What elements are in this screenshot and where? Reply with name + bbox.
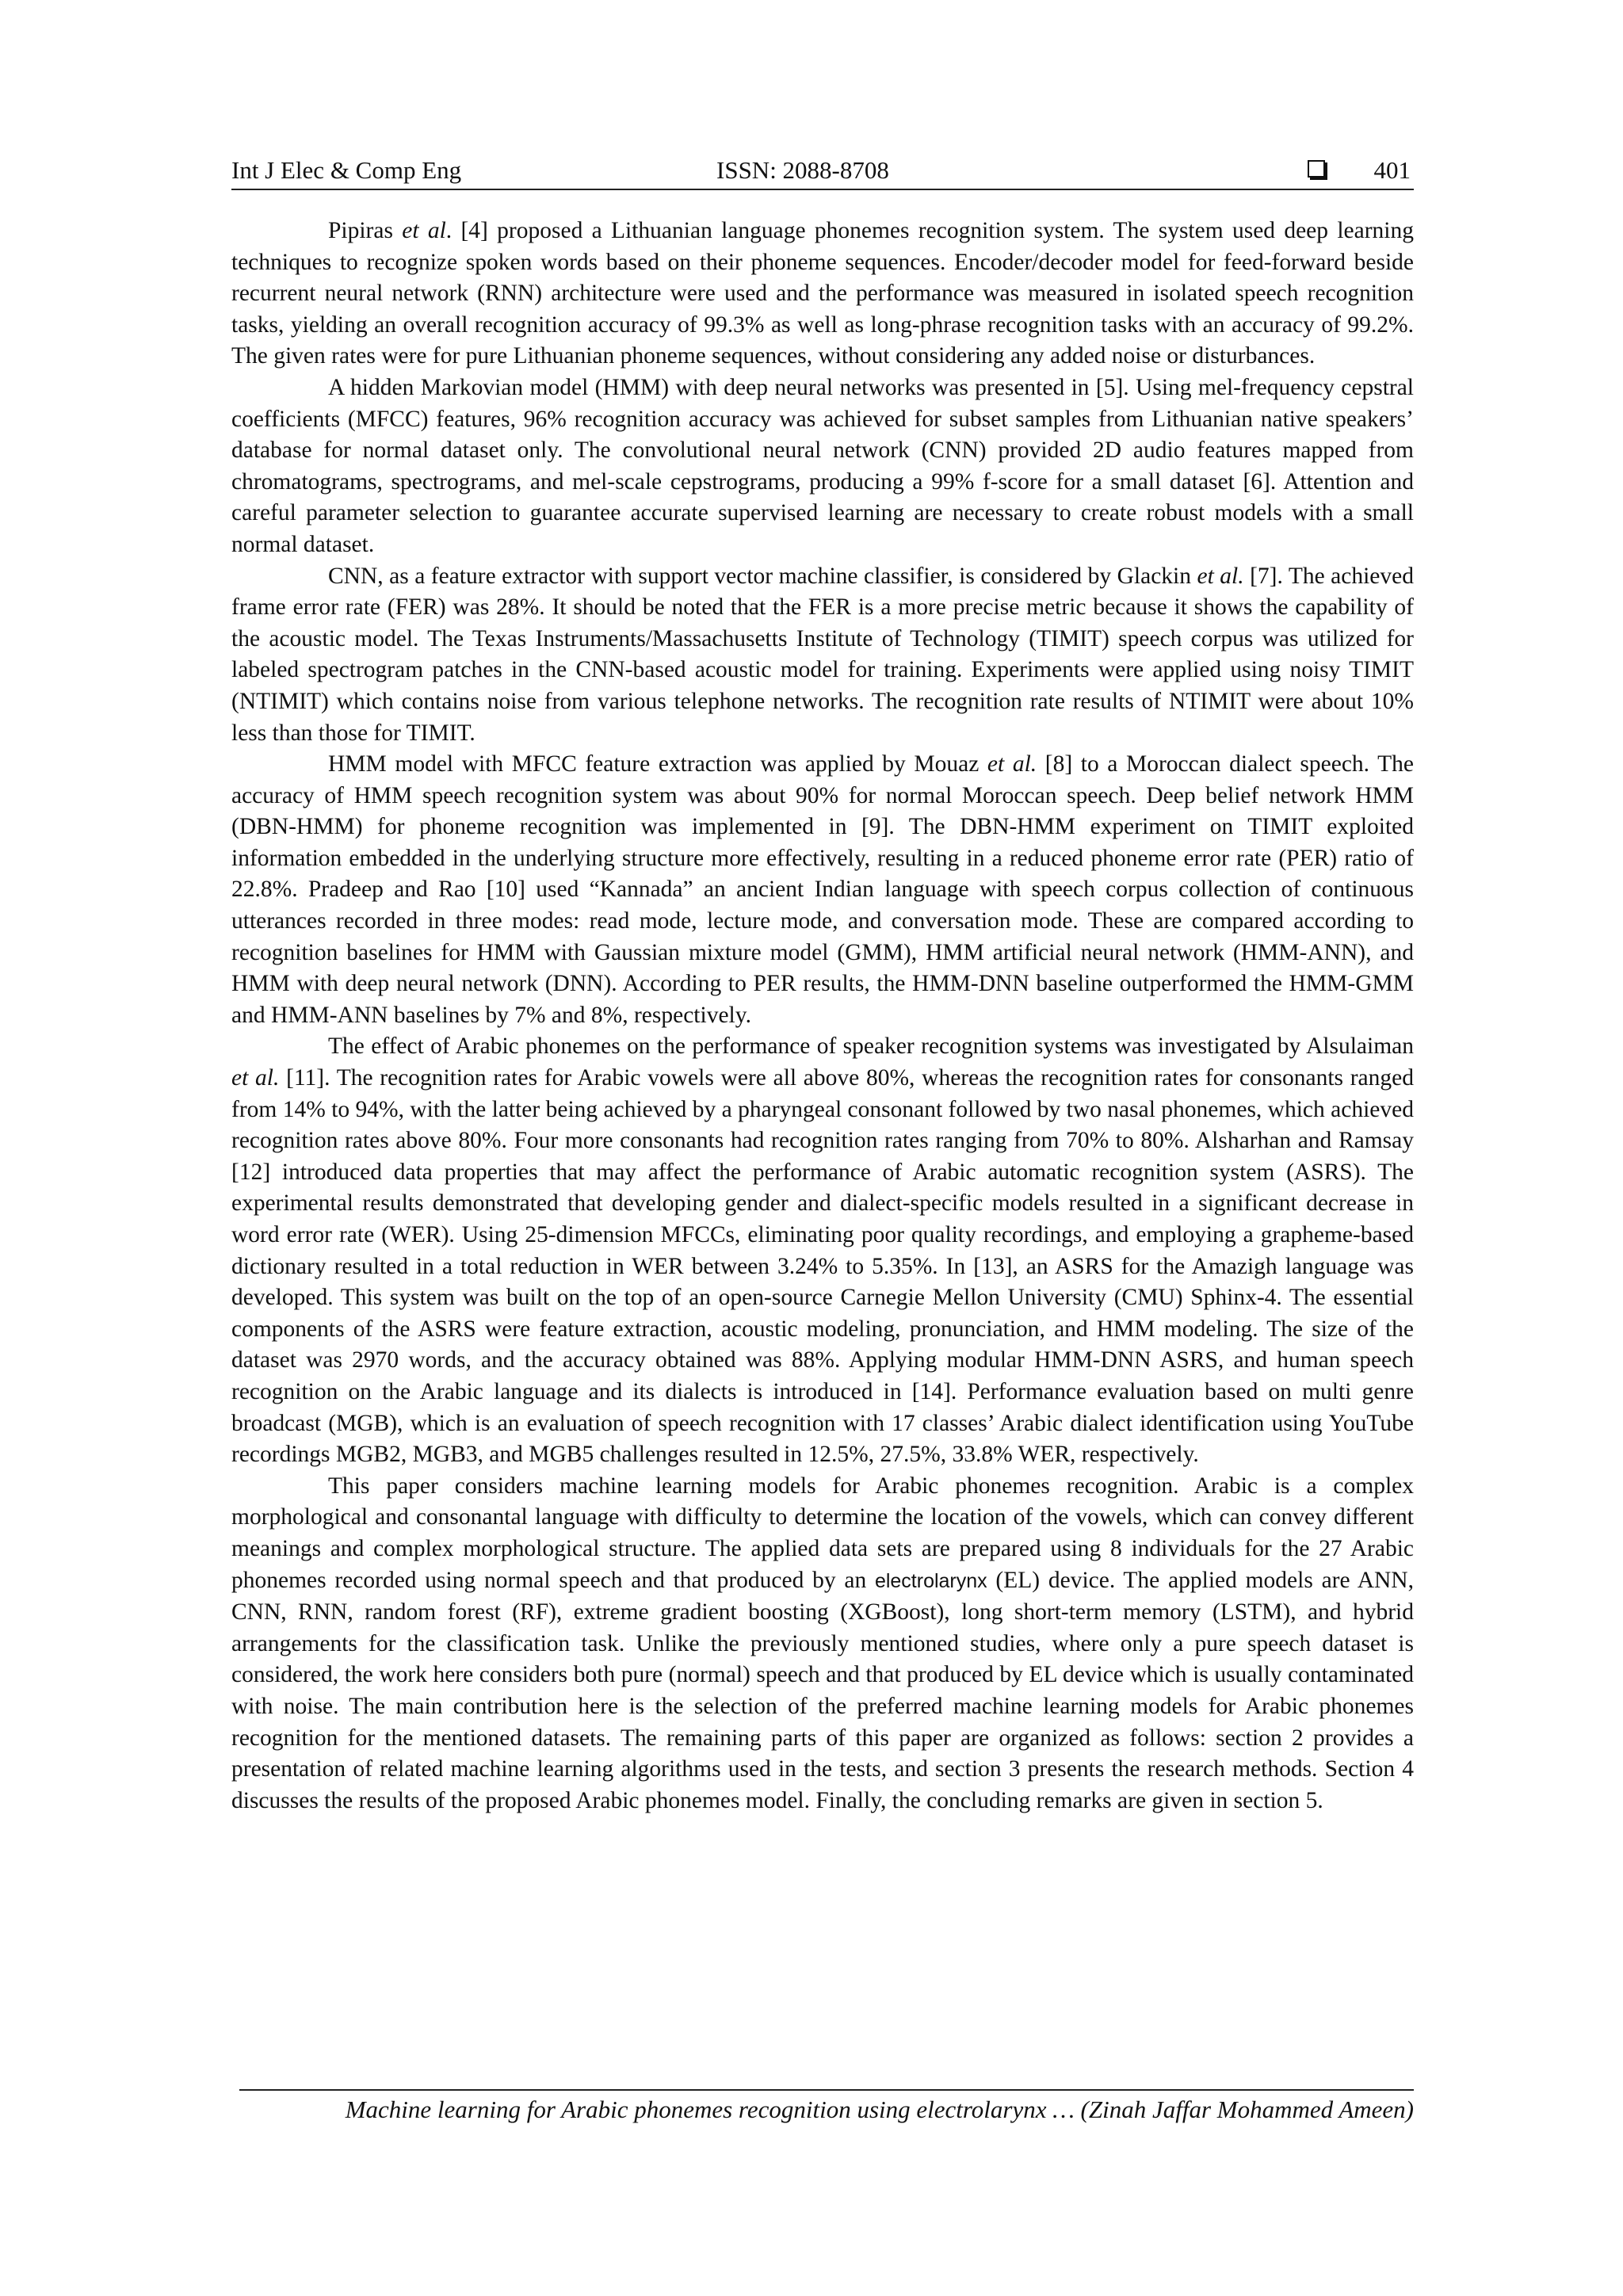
- paragraph-5: [231, 1031, 1414, 1470]
- paragraph-3-italic: et al.: [1197, 563, 1244, 589]
- paragraph-6-electrolarynx: electrolarynx: [874, 1569, 987, 1592]
- paragraph-1-italic: et al: [402, 218, 446, 243]
- paragraph-6-text-b: (EL) device. The applied models are ANN, CNN, RNN, random forest (RF), extreme gradient boosting (XGBoost), long short-term memory (LSTM), and hybrid arrangements for the classification task. Unlike the previously mentioned studies, where only a pure speech dataset is considered, the work here considers both pure (normal) speech and that produced by EL device which is usually contaminated with noise. The main contribution here is the selection of the preferred machine learning models for Arabic phonemes recognition for the mentioned datasets. The remaining parts of this paper are organized as follows: section 2 provides a presentation of related machine learning algorithms used in the tests, and section 3 presents the research methods. Section 4 discusses the results of the proposed Arabic phonemes model. Finally, the concluding remarks are given in section 5.: [231, 1567, 1414, 1813]
- paragraph-3: [231, 561, 1414, 750]
- square-box-icon: [1308, 160, 1325, 178]
- journal-name: Int J Elec & Comp Eng: [231, 156, 462, 184]
- paragraph-2: A hidden Markovian model (HMM) with deep neural networks was presented in [5]. Using mel-frequency cepstral coefficients (MFCC) features, 96% recognition accuracy was achieved for subset samples from Lithuanian native speakers’ database for normal dataset only. The convolutional neural network (CNN) provided 2D audio features mapped from chromatograms, spectrograms, and mel-scale cepstrograms, producing a 99% f-score for a small dataset [6]. Attention and careful parameter selection to guarantee accurate supervised learning are necessary to create robust models with a small normal dataset.: [231, 374, 1414, 557]
- page-number: 401: [1373, 156, 1411, 184]
- paragraph-3-text-a: CNN, as a feature extractor with support vector machine classifier, is considered by Glackin: [328, 563, 1197, 589]
- paragraph-5-text-b: [11]. The recognition rates for Arabic vowels were all above 80%, whereas the recognition rates for consonants ranged from 14% to 94%, with the latter being achieved by a pharyngeal consonant followed by two nasal phonemes, which achieved recognition rates above 80%. Four more consonants had recognition rates ranging from 70% to 80%. Alsharhan and Ramsay [12] introduced data properties that may affect the performance of Arabic automatic recognition system (ASRS). The experimental results demonstrated that developing gender and dialect-specific models resulted in a significant decrease in word error rate (WER). Using 25-dimension MFCCs, eliminating poor quality recordings, and employing a grapheme-based dictionary resulted in a total reduction in WER between 3.24% to 5.35%. In [13], an ASRS for the Amazigh language was developed. This system was built on the top of an open-source Carnegie Mellon University (CMU) Sphinx-4. The essential components of the ASRS were feature extraction, acoustic modeling, pronunciation, and HMM modeling. The size of the dataset was 2970 words, and the accuracy obtained was 88%. Applying modular HMM-DNN ASRS, and human speech recognition on the Arabic language and its dialects is introduced in [14]. Performance evaluation based on multi genre broadcast (MGB), which is an evaluation of speech recognition with 17 classes’ Arabic dialect identification using YouTube recordings MGB2, MGB3, and MGB5 challenges resulted in 12.5%, 27.5%, 33.8% WER, respectively.: [231, 1065, 1414, 1468]
- page-header: [231, 152, 1414, 190]
- paragraph-4-text-a: HMM model with MFCC feature extraction was applied by Mouaz: [328, 751, 987, 777]
- running-footer: Machine learning for Arabic phonemes recognition using electrolarynx … (Zinah Jaffar Mohammed Ameen): [239, 2089, 1414, 2124]
- paragraph-1-text-b: . [4] proposed a Lithuanian language phonemes recognition system. The system used deep learning techniques to recognize spoken words based on their phoneme sequences. Encoder/decoder model for feed-forward beside recurrent neural network (RNN) architecture were used and the performance was measured in isolated speech recognition tasks, yielding an overall recognition accuracy of 99.3% as well as long-phrase recognition tasks with an accuracy of 99.2%. The given rates were for pure Lithuanian phoneme sequences, without considering any added noise or disturbances.: [231, 218, 1414, 369]
- paragraph-5-text-a: The effect of Arabic phonemes on the performance of speaker recognition systems was investigated by Alsulaiman: [328, 1033, 1414, 1060]
- body-text: [231, 216, 1414, 1817]
- paragraph-4: [231, 749, 1414, 1031]
- paragraph-6-text-a: This paper considers machine learning models for Arabic phonemes recognition. Arabic is a complex morphological and consonantal language with difficulty to determine the location of the vowels, which can convey different meanings and complex morphological structure. The applied data sets are prepared using 8 individuals for the 27 Arabic phonemes recorded using normal speech and that produced by an: [231, 1473, 1414, 1593]
- paragraph-4-text-b: [8] to a Moroccan dialect speech. The accuracy of HMM speech recognition system was about 90% for normal Moroccan speech. Deep belief network HMM (DBN-HMM) for phoneme recognition was implemented in [9]. The DBN-HMM experiment on TIMIT exploited information embedded in the underlying structure more effectively, resulting in a reduced phoneme error rate (PER) ratio of 22.8%. Pradeep and Rao [10] used “Kannada” an ancient Indian language with speech corpus collection of continuous utterances recorded in three modes: read mode, lecture mode, and conversation mode. These are compared according to recognition baselines for HMM with Gaussian mixture model (GMM), HMM artificial neural network (HMM-ANN), and HMM with deep neural network (DNN). According to PER results, the HMM-DNN baseline outperformed the HMM-GMM and HMM-ANN baselines by 7% and 8%, respectively.: [231, 751, 1414, 1028]
- paragraph-3-text-b: [7]. The achieved frame error rate (FER) was 28%. It should be noted that the FER is a more precise metric because it shows the capability of the acoustic model. The Texas Instruments/Massachusetts Institute of Technology (TIMIT) speech corpus was utilized for labeled spectrogram patches in the CNN-based acoustic model for training. Experiments were applied using noisy TIMIT (NTIMIT) which contains noise from various telephone networks. The recognition rate results of NTIMIT were about 10% less than those for TIMIT.: [231, 563, 1414, 746]
- paper-page: [231, 0, 1414, 2296]
- paragraph-5-italic: et al.: [231, 1065, 280, 1091]
- issn: ISSN: 2088-8708: [716, 156, 889, 184]
- paragraph-1: [231, 216, 1414, 372]
- paragraph-1-text-a: Pipiras: [328, 218, 403, 243]
- paragraph-4-italic: et al.: [987, 751, 1037, 777]
- paragraph-6: [231, 1471, 1414, 1817]
